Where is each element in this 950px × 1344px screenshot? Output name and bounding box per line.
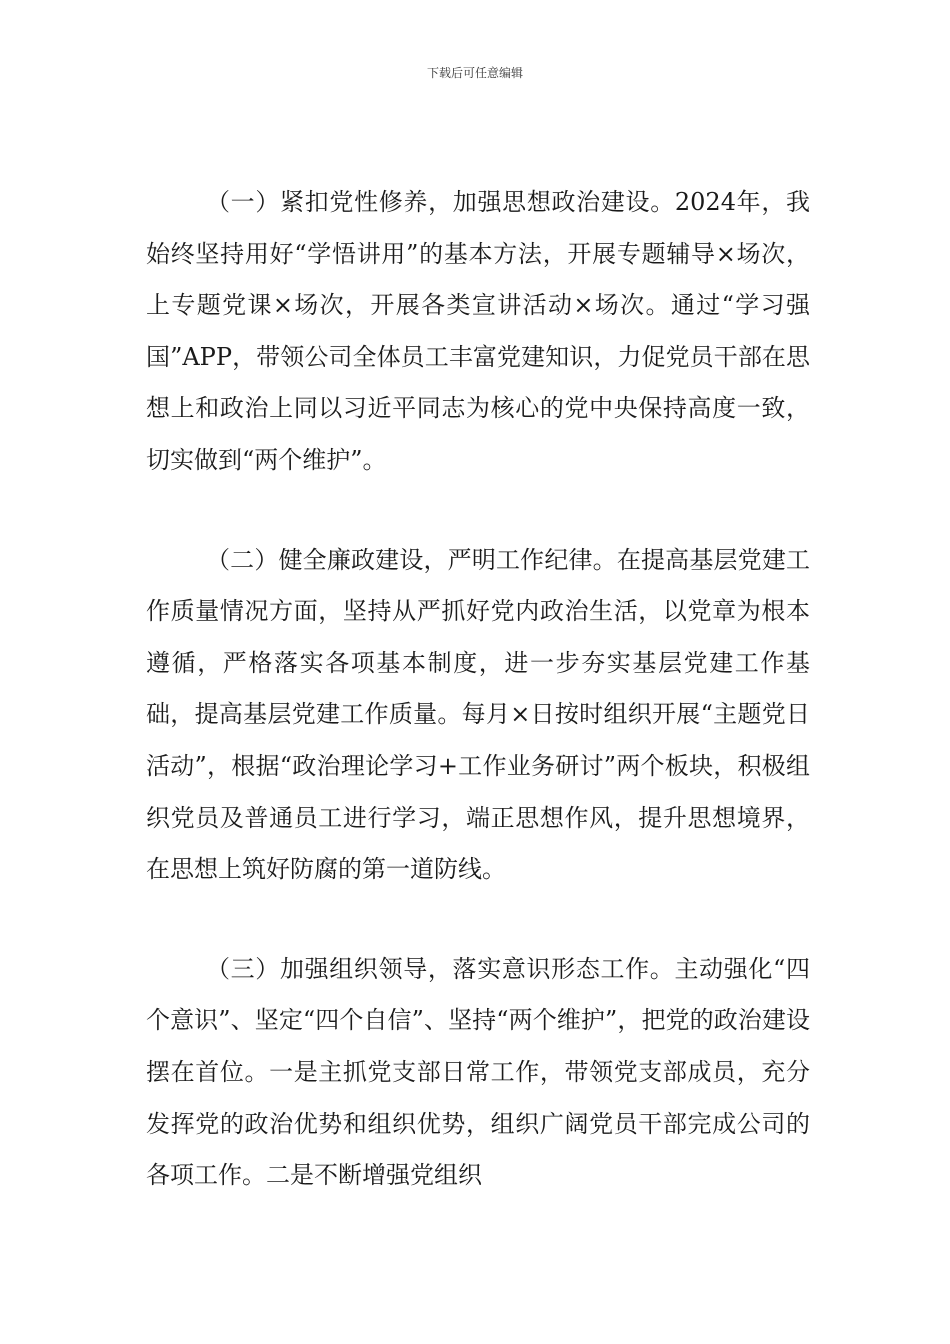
paragraph-1: （一）紧扣党性修养，加强思想政治建设。2024年，我始终坚持用好“学悟讲用”的基本方法，开展专题辅导×场次，上专题党课×场次，开展各类宣讲活动×场次。通过“学习强国”APP，带领公司全体员工丰富党建知识，力促党员干部在思想上和政治上同以习近平同志为核心的党中央保持高度一致，切实做到“两个维护”。 <box>146 188 810 474</box>
paragraph-2: （二）健全廉政建设，严明工作纪律。在提高基层党建工作质量情况方面，坚持从严抓好党内政治生活，以党章为根本遵循，严格落实各项基本制度，进一步夯实基层党建工作基础，提高基层党建工作质量。每月×日按时组织开展“主题党日活动”，根据“政治理论学习+工作业务研讨”两个板块，积极组织党员及普通员工进行学习，端正思想作风，提升思想境界，在思想上筑好防腐的第一道防线。 <box>146 545 810 884</box>
paragraph-3: （三）加强组织领导，落实意识形态工作。主动强化“四个意识”、坚定“四个自信”、坚持“两个维护”，把党的政治建设摆在首位。一是主抓党支部日常工作，带领党支部成员，充分发挥党的政治优势和组织优势，组织广阔党员干部完成公司的各项工作。二是不断增强党组织 <box>146 954 810 1190</box>
document-body <box>146 177 810 1202</box>
page-header: 下载后可任意编辑 <box>426 66 523 80</box>
